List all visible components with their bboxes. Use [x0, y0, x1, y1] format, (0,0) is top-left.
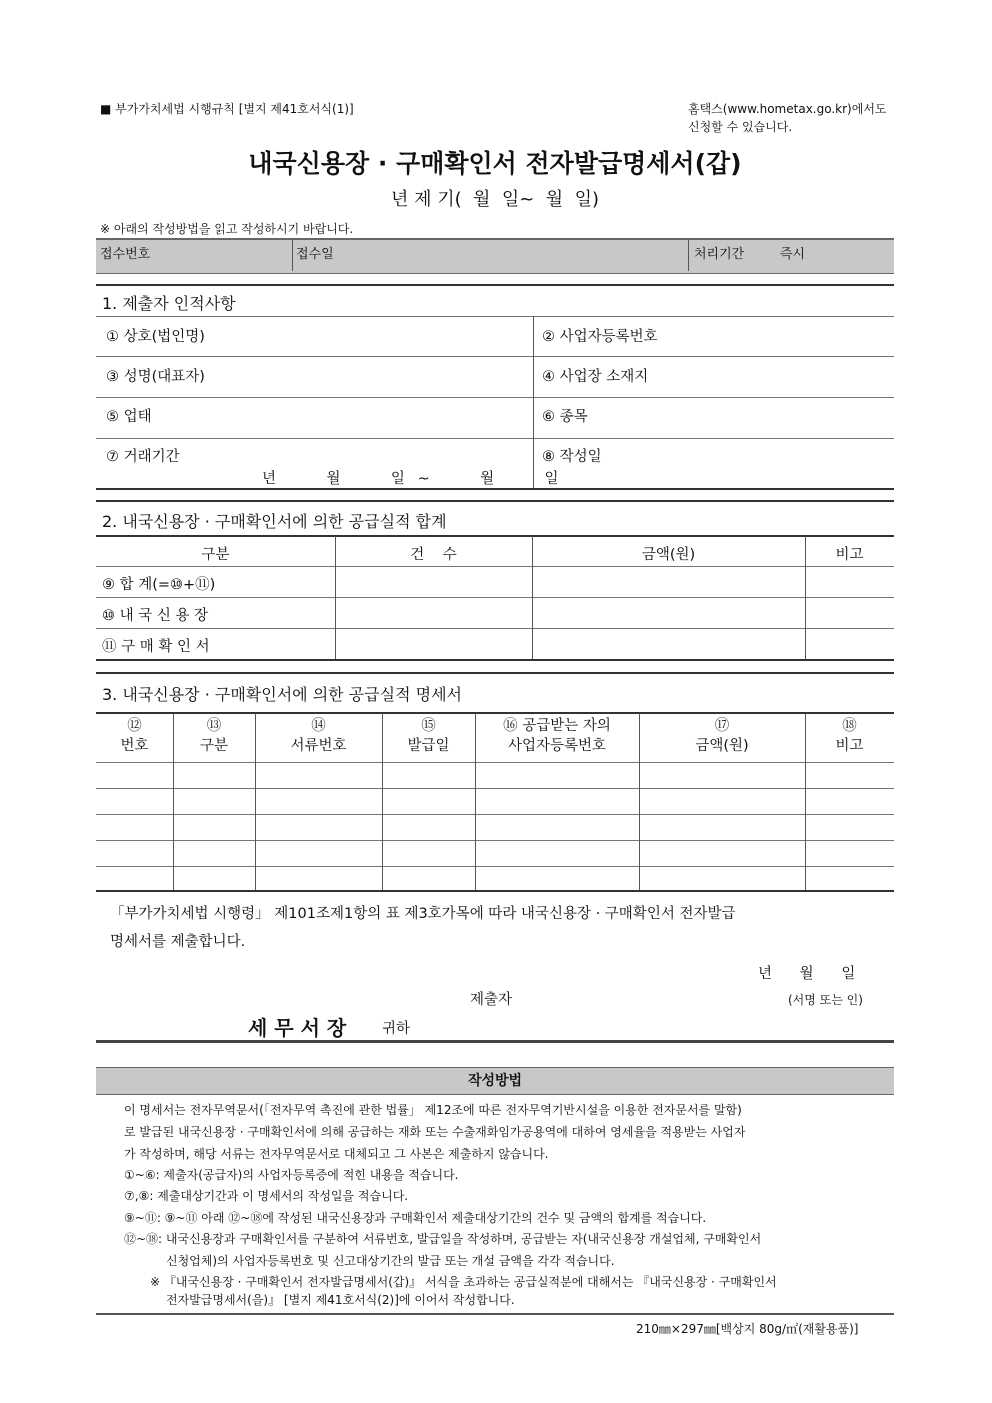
section1-title: 1. 제출자 인적사항 — [102, 294, 236, 313]
instruction-line: ⑦,⑧: 제출대상기간과 이 명세서의 작성일을 적습니다. — [124, 1189, 409, 1203]
subtitle: 년 제 기( 월 일~ 월 일) — [390, 189, 600, 210]
instruction-line: ※ 『내국신용장 · 구매확인서 전자발급명세서(갑)』 서식을 초과하는 공급실적분에 대해서는 『내국신용장 · 구매확인서 — [150, 1275, 777, 1289]
instruction-line: 전자발급명세서(을)』 [별지 제41호서식(2)]에 이어서 작성합니다. — [166, 1293, 515, 1307]
signature-label[interactable]: (서명 또는 인) — [788, 993, 863, 1007]
field-business-number[interactable]: ② 사업자등록번호 — [542, 329, 658, 345]
submitter-label: 제출자 — [470, 992, 513, 1008]
reception-date-label: 접수일 — [296, 247, 334, 262]
processing-period-value: 즉시 — [780, 247, 806, 262]
tax-office-label: 세 무 서 장 — [248, 1016, 347, 1040]
header-remarks-detail: ⑱ 비고 — [835, 718, 864, 754]
instruction-line: ①~⑥: 제출자(공급자)의 사업자등록증에 적힌 내용을 적습니다. — [124, 1168, 459, 1182]
row-total: ⑨ 합 계(=⑩+⑪) — [102, 577, 216, 593]
form-reference: ■ 부가가치세법 시행규칙 [별지 제41호서식(1)] — [100, 102, 354, 116]
row-purchase-confirmation: ⑪ 구 매 확 인 서 — [102, 639, 210, 655]
instruction-line: ⑨~⑪: ⑨~⑪ 아래 ⑫~⑱에 작성된 내국신용장과 구매확인서 제출대상기간의 건수 및 금액의 합계를 적습니다. — [124, 1211, 707, 1225]
field-company-name[interactable]: ① 상호(법인명) — [106, 329, 205, 345]
reception-number-label: 접수번호 — [100, 247, 151, 262]
instruction-line: 로 발급된 내국신용장 · 구매확인서에 의해 공급하는 재화 또는 수출재화임가공용역에 대하여 영세율을 적용받는 사업자 — [124, 1125, 746, 1139]
statement-line-2: 명세서를 제출합니다. — [110, 934, 246, 950]
header-recipient-brn: ⑯ 공급받는 자의 사업자등록번호 — [503, 718, 611, 754]
honorific: 귀하 — [382, 1021, 411, 1037]
paper-spec: 210㎜×297㎜[백상지 80g/㎡(재활용품)] — [636, 1322, 859, 1336]
header-doc-number: ⑭ 서류번호 — [290, 718, 347, 754]
instructions-title: 작성방법 — [96, 1067, 894, 1095]
header-issue-date: ⑮ 발급일 — [407, 718, 450, 754]
header-amount: 금액(원) — [641, 547, 696, 563]
row-local-lc: ⑩ 내 국 신 용 장 — [102, 608, 209, 624]
instruction-note: ※ 아래의 작성방법을 읽고 작성하시기 바랍니다. — [100, 222, 354, 236]
header-remarks: 비고 — [835, 547, 864, 563]
page-title: 내국신용장 · 구매확인서 전자발급명세서(갑) — [248, 149, 742, 178]
processing-period-label: 처리기간 — [694, 247, 745, 262]
header-count: 건 수 — [410, 547, 457, 563]
field-representative[interactable]: ③ 성명(대표자) — [106, 369, 205, 385]
hometax-note-2: 신청할 수 있습니다. — [688, 120, 793, 134]
statement-date[interactable]: 년 월 일 — [758, 966, 856, 982]
reception-bar — [96, 238, 894, 274]
field-business-type[interactable]: ⑤ 업태 — [106, 409, 152, 425]
period-line: 년 월 일 ~ 월 일 — [262, 471, 559, 487]
header-category: 구분 — [201, 547, 230, 563]
field-address[interactable]: ④ 사업장 소재지 — [542, 369, 649, 385]
statement-line-1: 「부가가치세법 시행령」 제101조제1항의 표 제3호가목에 따라 내국신용장 · 구매확인서 전자발급 — [110, 906, 736, 922]
instruction-line: 신청업체)의 사업자등록번호 및 신고대상기간의 발급 또는 개설 금액을 각각 적습니다. — [166, 1254, 615, 1268]
field-transaction-period[interactable]: ⑦ 거래기간 — [106, 449, 180, 465]
section3-title: 3. 내국신용장 · 구매확인서에 의한 공급실적 명세서 — [102, 685, 462, 704]
hometax-note-1: 홈택스(www.hometax.go.kr)에서도 — [688, 102, 887, 116]
instruction-line: ⑫~⑱: 내국신용장과 구매확인서를 구분하여 서류번호, 발급일을 작성하며, 공급받는 자(내국신용장 개설업체, 구매확인서 — [124, 1232, 762, 1246]
instruction-line: 가 작성하며, 해당 서류는 전자무역문서로 대체되고 그 사본은 제출하지 않습니다. — [124, 1147, 549, 1161]
header-no: ⑫ 번호 — [120, 718, 149, 754]
field-item[interactable]: ⑥ 종목 — [542, 409, 588, 425]
header-amount-detail: ⑰ 금액(원) — [695, 718, 749, 754]
field-written-date[interactable]: ⑧ 작성일 — [542, 449, 602, 465]
section2-title: 2. 내국신용장 · 구매확인서에 의한 공급실적 합계 — [102, 512, 447, 531]
header-type: ⑬ 구분 — [199, 718, 228, 754]
instruction-line: 이 명세서는 전자무역문서(「전자무역 촉진에 관한 법률」 제12조에 따른 전자무역기반시설을 이용한 전자문서를 말함) — [124, 1103, 742, 1117]
